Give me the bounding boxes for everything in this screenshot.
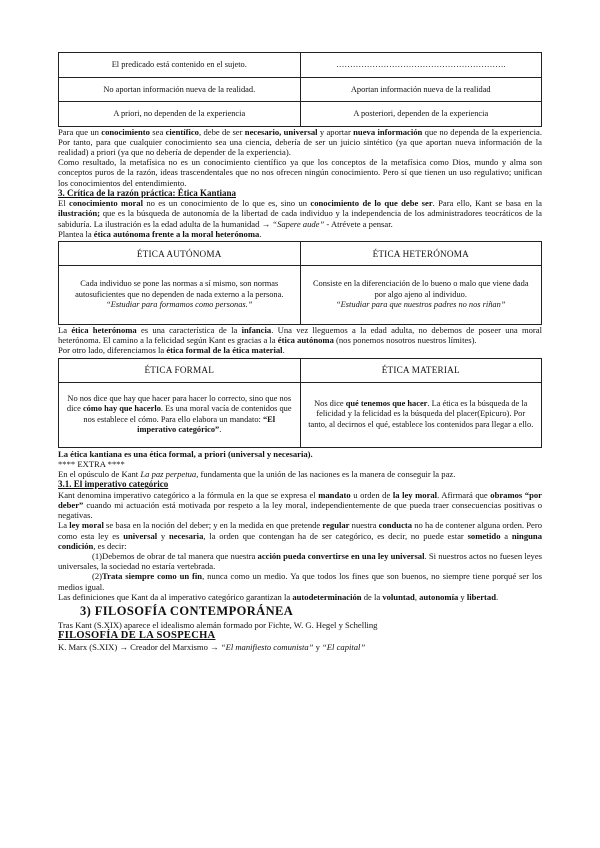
table-header-row xyxy=(59,358,542,382)
paragraph-moral-knowledge: El conocimiento moral no es un conocimiento de lo que es, sino un conocimiento de lo que debe ser. Para ello, Kant se basa en la ilustración; que es la búsqueda de autonomía de la libertad de cada individuo y la independencia de los administradores teocráticos de la sabiduría. La ilustración es la edad adulta de la humanidad → “Sapere aude” - Atrévete a pensar. xyxy=(58,198,542,229)
table-row xyxy=(59,266,542,325)
document-page xyxy=(58,52,542,652)
paragraph-formal-vs-material: Por otro lado, diferenciamos la ética formal de la ética material. xyxy=(58,345,285,356)
section-heading-categorical-imperative: 3.1. El imperativo categórico xyxy=(58,479,169,490)
extra-marker: **** EXTRA **** xyxy=(58,458,125,469)
table-row xyxy=(59,77,542,102)
paragraph-moral-law: La ley moral se basa en la noción del deber; y en la medida en que pretende regular nuestra conducta no ha de contener alguna orden. Pero como esta ley es universal y necesaria, la orden que contengan ha de ser categórico, es decir, no puede estar sometido a ninguna condición, es decir: xyxy=(58,520,542,551)
table-cell: Aportan información nueva de la realidad xyxy=(300,77,542,102)
formula-two: (2)Trata siempre como un fin, nunca como un medio. Ya que todos los fines que son buenos, no siempre tiene porqué ser los medios igual. xyxy=(58,571,542,592)
table-row xyxy=(59,53,542,78)
autonomy-table xyxy=(58,241,542,325)
table-cell: El predicado está contenido en el sujeto. xyxy=(59,53,301,78)
table-cell: A priori, no dependen de la experiencia xyxy=(59,102,301,127)
table-cell: Consiste en la diferenciación de lo bueno o malo que viene dada por algo ajeno al individuo. “Estudiar para que nuestros padres no nos riñan” xyxy=(300,266,542,325)
paragraph-kantian-ethics: La ética kantiana es una ética formal, a priori (universal y necesaria). xyxy=(58,448,313,459)
table-cell: Cada individuo se pone las normas a sí mismo, son normas autosuficientes que no dependen de nada externo a la persona. “Estudiar para formamos como personas.” xyxy=(59,266,301,325)
paragraph-metaphysics: Como resultado, la metafísica no es un conocimiento científico ya que los conceptos de la metafísica como Dios, mundo y alma son conceptos puros de la razón, ideas trascendentales que no nos ofrecen ningún conocimiento. Pero sí que tienen un uso regulativo; unifican los conocimientos del entendimiento. xyxy=(58,157,542,188)
table-cell: No nos dice que hay que hacer para hacer lo correcto, sino que nos dice cómo hay que hacerlo. Es una moral vacía de contenidos que nos establece el cómo. Para ello elabora un mandato: “El imperativo categórico”. xyxy=(59,382,301,447)
judgment-comparison-table xyxy=(58,52,542,127)
paragraph-perpetual-peace: En el opúsculo de Kant La paz perpetua, fundamenta que la unión de las naciones es la manera de conseguir la paz. xyxy=(58,469,456,480)
table-header: ÉTICA MATERIAL xyxy=(300,358,542,382)
table-header: ÉTICA FORMAL xyxy=(59,358,301,382)
section-heading-ethics: 3. Crítica de la razón práctica: Ética Kantiana xyxy=(58,187,236,198)
paragraph-autonomous-vs-heteronomous: Plantea la ética autónoma frente a la moral heterónoma. xyxy=(58,228,262,239)
table-row xyxy=(59,102,542,127)
paragraph-scientific-knowledge: Para que un conocimiento sea científico, debe de ser necesario, universal y aportar nueva información que no dependa de la experiencia. Por tanto, para que cualquier conocimiento sea una ciencia, debería de ser un juicio sintético (ya que aportan nueva información de la realidad) a priori (ya que no debería de depender de la experiencia). xyxy=(58,126,542,157)
arrow-icon: → xyxy=(119,642,128,653)
arrow-icon: → xyxy=(261,218,271,229)
table-header-row xyxy=(59,242,542,266)
heading-contemporary-philosophy: 3) FILOSOFÍA CONTEMPORÁNEA xyxy=(80,603,294,618)
table-header: ÉTICA HETERÓNOMA xyxy=(300,242,542,266)
table-header: ÉTICA AUTÓNOMA xyxy=(59,242,301,266)
paragraph-imperative-definition: Kant denomina imperativo categórico a la fórmula en la que se expresa el mandato u orden de la ley moral. Afirmará que obramos “por deber” cuando mi actuación está motivada por respeto a la ley moral, independientemente de que pueda traer consecuencias positivas o negativas. xyxy=(58,489,542,521)
table-cell: ……………………………………………………. xyxy=(300,53,542,78)
table-cell: No aportan información nueva de la realidad. xyxy=(59,77,301,102)
paragraph-marx: K. Marx (S.XIX) → Creador del Marxismo → “El manifiesto comunista” y “El capital” xyxy=(58,642,366,653)
formula-one: (1)Debemos de obrar de tal manera que nuestra acción pueda convertirse en una ley universal. Si nuestros actos no fuesen leyes universales, la sociedad no estaría vertebrada. xyxy=(58,550,542,572)
paragraph-heteronomous-ethics: La ética heterónoma es una característica de la infancia. Una vez lleguemos a la edad adulta, no debemos de poseer una moral heterónoma. El camino a la felicidad según Kant es gracias a la ética autónoma (nos ponemos nosotros nuestros límites). xyxy=(58,325,542,346)
table-cell: Nos dice qué tenemos que hacer. La ética es la búsqueda de la felicidad y la felicidad es la búsqueda del placer(Epicuro). Por tanto, al decirnos el qué, establece los contenidos para llegar a ello. xyxy=(300,382,542,447)
heading-philosophy-of-suspicion: FILOSOFÍA DE LA SOSPECHA xyxy=(58,630,216,642)
arrow-icon: → xyxy=(210,642,219,653)
paragraph-german-idealism: Tras Kant (S.XIX) aparece el idealismo alemán formado por Fichte, W. G. Hegel y Schelling xyxy=(58,619,378,630)
formal-material-table xyxy=(58,358,542,448)
table-row xyxy=(59,382,542,447)
paragraph-imperative-guarantees: Las definiciones que Kant da al imperativo categórico garantizan la autodeterminación de la voluntad, autonomía y libertad. xyxy=(58,591,499,602)
table-cell: A posteriori, dependen de la experiencia xyxy=(300,102,542,127)
